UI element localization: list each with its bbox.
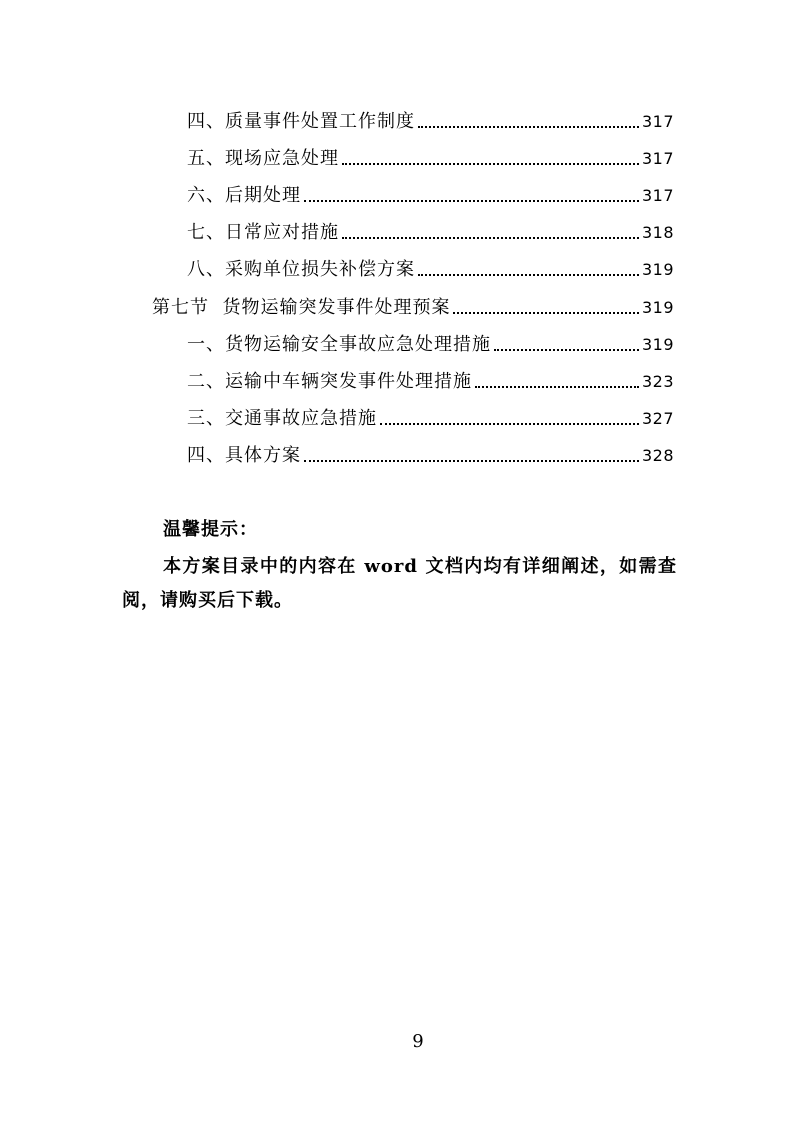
toc-leader-dots [342, 236, 639, 239]
toc-entry[interactable] [187, 401, 674, 431]
toc-leader-dots [304, 459, 639, 462]
toc-entry-page: 323 [641, 372, 674, 391]
toc-entry-page: 328 [641, 446, 674, 465]
toc-leader-dots [380, 422, 639, 425]
toc-leader-dots [342, 162, 639, 165]
toc-entry[interactable] [187, 104, 674, 134]
toc-entry[interactable] [187, 178, 674, 208]
toc-entry-page: 317 [641, 186, 674, 205]
toc-entry-title: 四、具体方案 [187, 445, 301, 466]
toc-entry[interactable] [187, 327, 674, 357]
toc-entry-page: 319 [641, 335, 674, 354]
toc-leader-dots [304, 199, 639, 202]
toc-entry-title: 三、交通事故应急措施 [187, 408, 377, 429]
toc-section-entry[interactable] [152, 290, 674, 320]
notice-body: 本方案目录中的内容在 word 文档内均有详细阐述，如需查阅，请购买后下载。 [122, 556, 677, 611]
toc-entry[interactable] [187, 141, 674, 171]
toc-entry-title: 八、采购单位损失补偿方案 [187, 259, 415, 280]
toc-leader-dots [475, 385, 639, 388]
toc-entry-page: 319 [641, 298, 674, 317]
toc-leader-dots [418, 273, 639, 276]
toc-entry-page: 327 [641, 409, 674, 428]
notice-heading: 温馨提示： [163, 519, 258, 540]
toc-entry-title: 六、后期处理 [187, 185, 301, 206]
toc-leader-dots [494, 348, 639, 351]
toc-entry[interactable] [187, 364, 674, 394]
toc-entry-page: 318 [641, 223, 674, 242]
toc-entry-title: 七、日常应对措施 [187, 222, 339, 243]
toc-entry-page: 319 [641, 260, 674, 279]
toc-entry-title: 五、现场应急处理 [187, 148, 339, 169]
toc-entry-title: 第七节 货物运输突发事件处理预案 [152, 297, 451, 318]
toc-leader-dots [418, 125, 639, 128]
toc-entry-page: 317 [641, 112, 674, 131]
toc-entry-title: 二、运输中车辆突发事件处理措施 [187, 371, 472, 392]
toc-entry-title: 一、货物运输安全事故应急处理措施 [187, 334, 491, 355]
toc-entry-page: 317 [641, 149, 674, 168]
toc-leader-dots [453, 311, 639, 314]
toc-entry[interactable] [187, 438, 674, 468]
toc-entry[interactable] [187, 252, 674, 282]
toc-entry-title: 四、质量事件处置工作制度 [187, 111, 415, 132]
toc-entry[interactable] [187, 215, 674, 245]
page-number: 9 [412, 1031, 424, 1052]
